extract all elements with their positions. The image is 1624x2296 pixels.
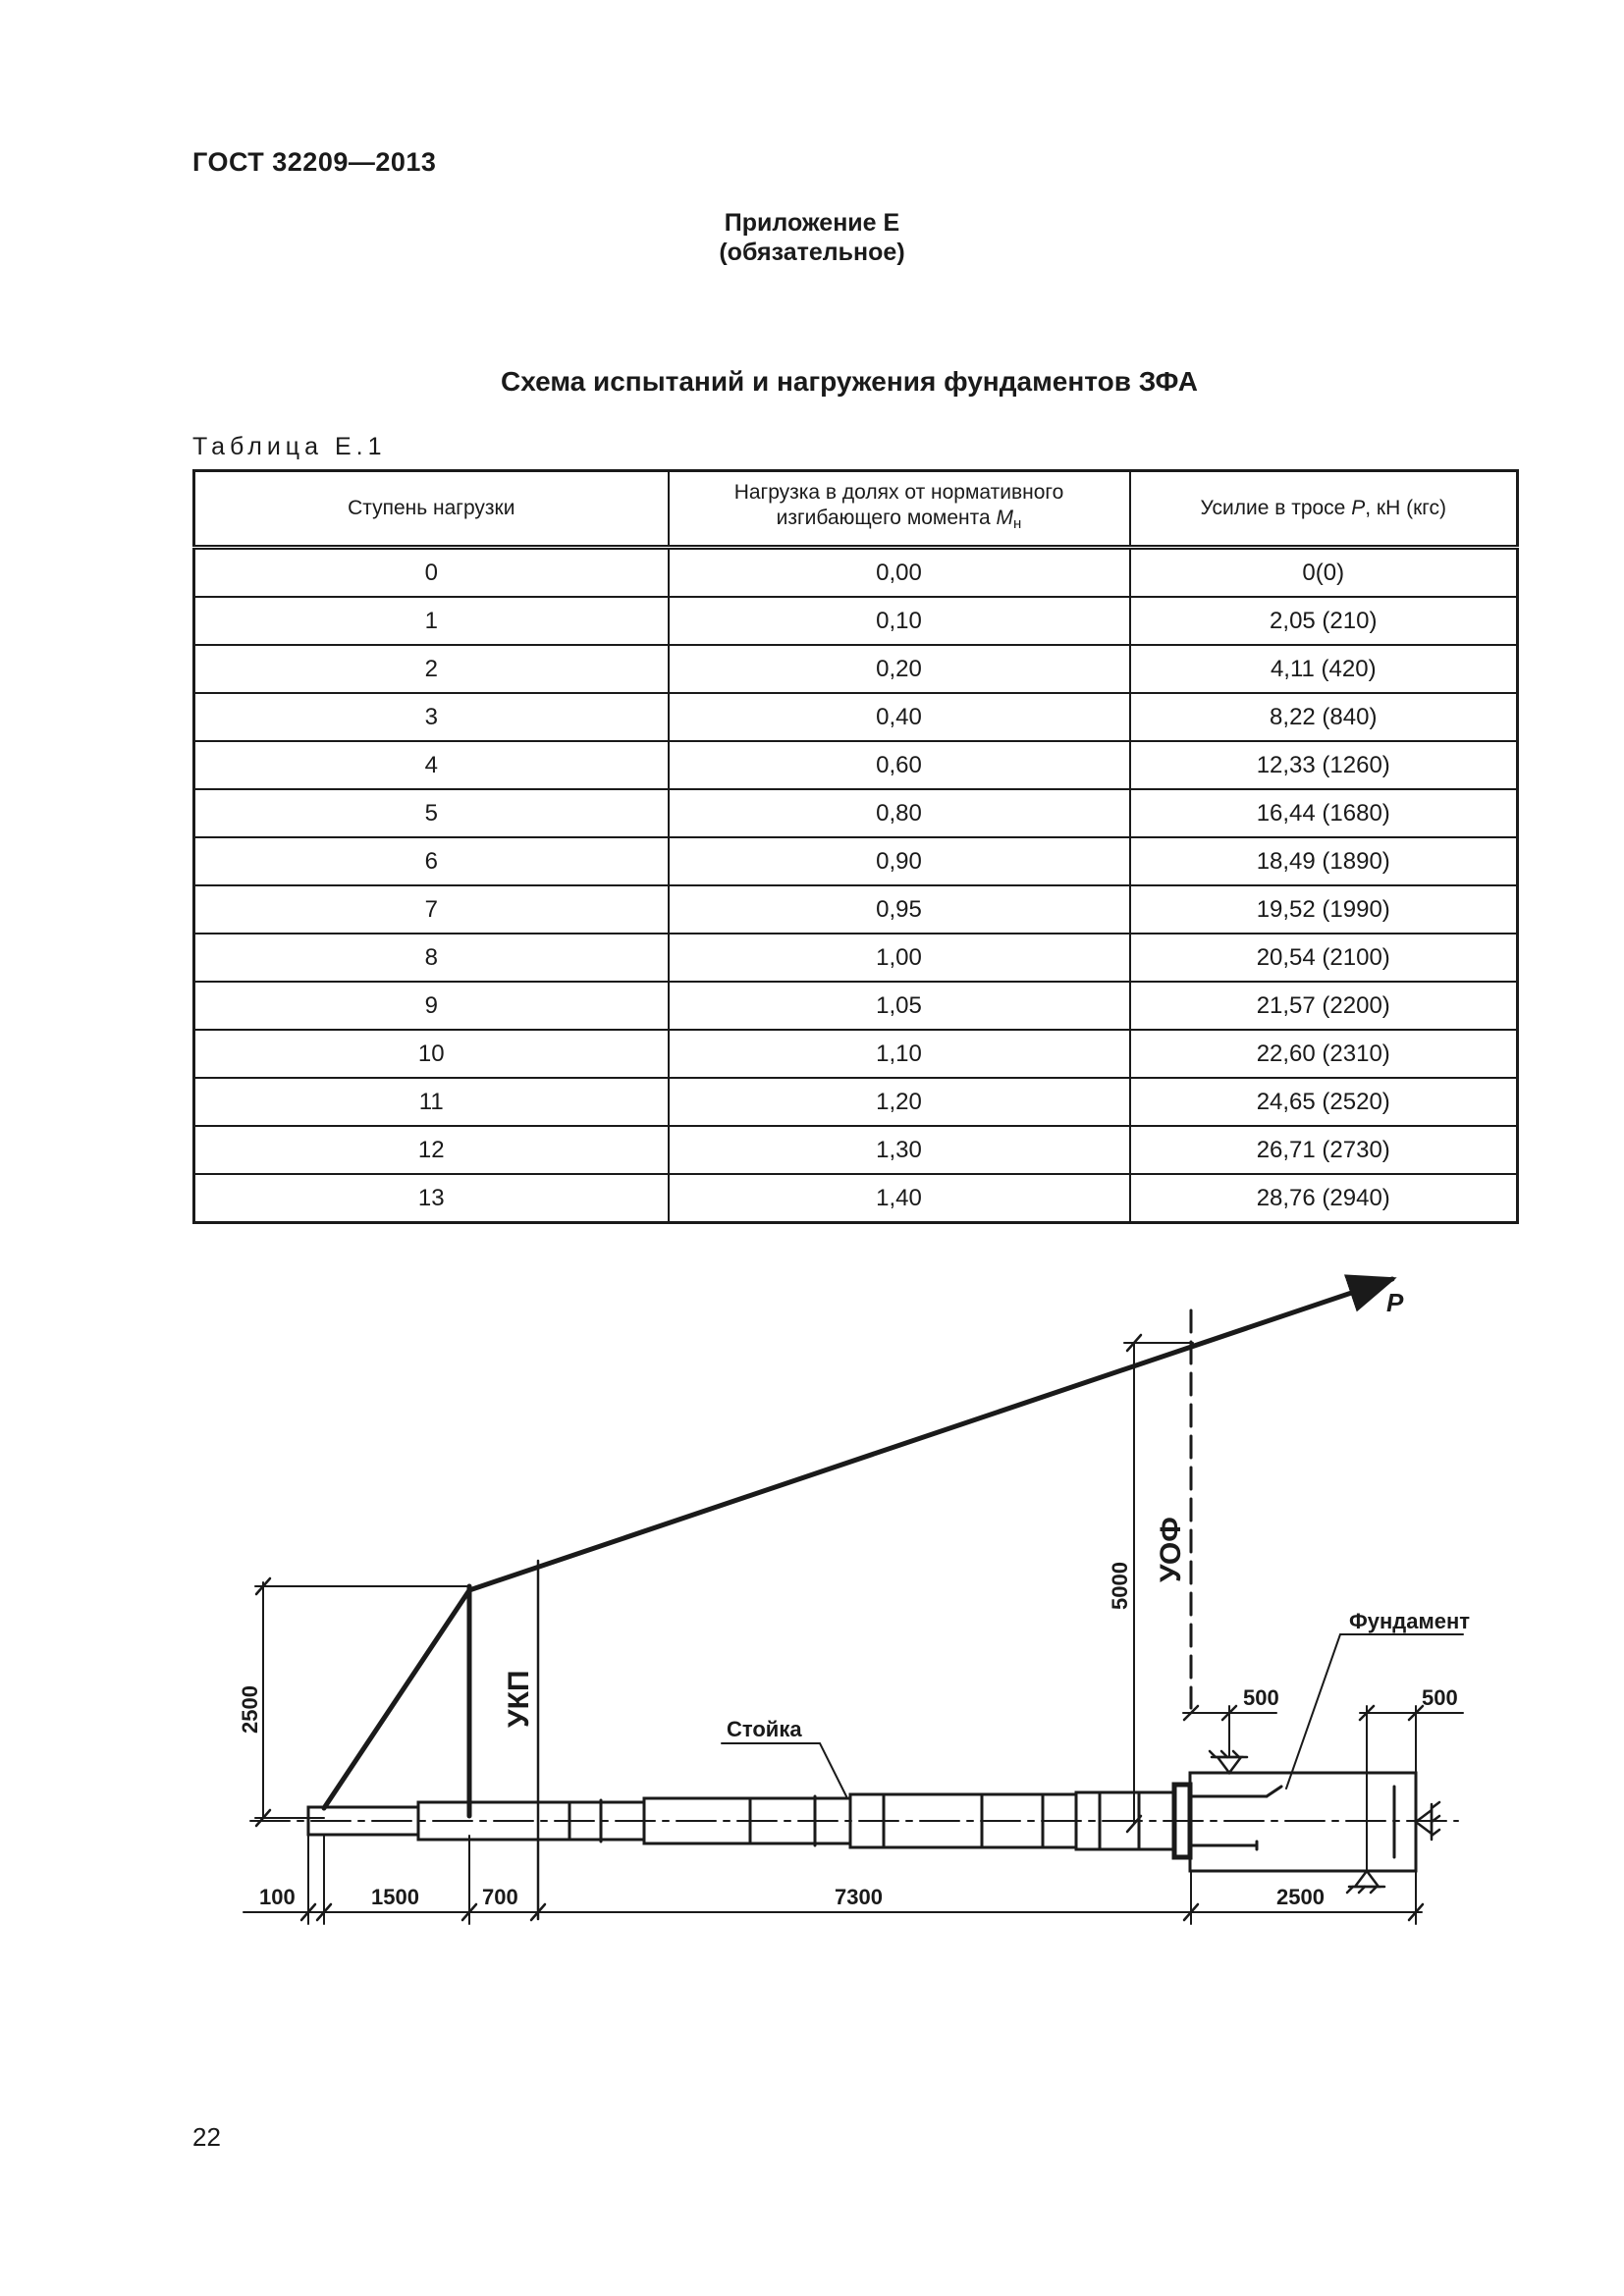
header-share: Нагрузка в долях от нормативного изгибающего момента $M_н$: [669, 471, 1130, 548]
cell-force: 26,71 (2730): [1130, 1126, 1518, 1174]
page-number: 22: [192, 2122, 221, 2152]
cell-force: 21,57 (2200): [1130, 982, 1518, 1030]
cell-share: 1,10: [669, 1030, 1130, 1078]
cell-stage: 3: [194, 693, 669, 741]
dim-500-left-label: 500: [1243, 1685, 1279, 1710]
cell-stage: 9: [194, 982, 669, 1030]
dim-500-right-label: 500: [1422, 1685, 1458, 1710]
header-force: Усилие в тросе P, кН (кгс): [1130, 471, 1518, 548]
dim-700-label: 700: [482, 1885, 518, 1909]
cell-share: 0,10: [669, 597, 1130, 645]
post-label: Стойка: [727, 1717, 802, 1741]
cell-stage: 8: [194, 934, 669, 982]
cell-force: 18,49 (1890): [1130, 837, 1518, 885]
cell-share: 0,20: [669, 645, 1130, 693]
cell-stage: 6: [194, 837, 669, 885]
post-leader: [722, 1743, 846, 1796]
cell-stage: 2: [194, 645, 669, 693]
cell-share: 0,00: [669, 548, 1130, 598]
section-title: Схема испытаний и нагружения фундаментов ЗФА: [501, 366, 1198, 397]
cell-stage: 7: [194, 885, 669, 934]
brace-line: [324, 1590, 469, 1808]
cell-share: 0,40: [669, 693, 1130, 741]
cell-share: 0,80: [669, 789, 1130, 837]
ukp-label: УКП: [503, 1670, 535, 1728]
force-p-label: P: [1386, 1288, 1404, 1317]
cell-force: 19,52 (1990): [1130, 885, 1518, 934]
appendix-title: Приложение Е: [724, 209, 900, 237]
cell-share: 0,95: [669, 885, 1130, 934]
cell-force: 20,54 (2100): [1130, 934, 1518, 982]
table-caption: Таблица Е.1: [192, 433, 387, 460]
cell-stage: 10: [194, 1030, 669, 1078]
cell-stage: 1: [194, 597, 669, 645]
cell-share: 0,90: [669, 837, 1130, 885]
cell-share: 1,40: [669, 1174, 1130, 1223]
dim-1500-label: 1500: [371, 1885, 419, 1909]
cell-stage: 11: [194, 1078, 669, 1126]
cell-stage: 13: [194, 1174, 669, 1223]
cell-force: 12,33 (1260): [1130, 741, 1518, 789]
cell-share: 1,30: [669, 1126, 1130, 1174]
dim-100-label: 100: [259, 1885, 296, 1909]
document-code: ГОСТ 32209—2013: [192, 147, 437, 177]
foundation-label: Фундамент: [1349, 1609, 1471, 1633]
cell-force: 8,22 (840): [1130, 693, 1518, 741]
dim-2500-bottom-label: 2500: [1276, 1885, 1325, 1909]
cell-force: 28,76 (2940): [1130, 1174, 1518, 1223]
dim-2500-vertical-label: 2500: [238, 1685, 262, 1734]
header-stage: Ступень нагрузки: [194, 471, 669, 548]
appendix-status: (обязательное): [719, 239, 905, 266]
uof-label: УОФ: [1155, 1517, 1187, 1582]
cell-stage: 5: [194, 789, 669, 837]
cell-force: 24,65 (2520): [1130, 1078, 1518, 1126]
cell-stage: 0: [194, 548, 669, 598]
cell-share: 1,00: [669, 934, 1130, 982]
dim-5000-label: 5000: [1108, 1562, 1132, 1610]
foundation-leader-tail: [1286, 1634, 1340, 1789]
cell-share: 1,05: [669, 982, 1130, 1030]
dim-7300-label: 7300: [835, 1885, 883, 1909]
cell-force: 2,05 (210): [1130, 597, 1518, 645]
cell-share: 0,60: [669, 741, 1130, 789]
cell-force: 0(0): [1130, 548, 1518, 598]
cable-line: [469, 1279, 1392, 1590]
bottom-support: [1347, 1871, 1384, 1893]
cell-force: 16,44 (1680): [1130, 789, 1518, 837]
cell-force: 22,60 (2310): [1130, 1030, 1518, 1078]
cell-stage: 4: [194, 741, 669, 789]
cell-share: 1,20: [669, 1078, 1130, 1126]
cell-force: 4,11 (420): [1130, 645, 1518, 693]
cell-stage: 12: [194, 1126, 669, 1174]
